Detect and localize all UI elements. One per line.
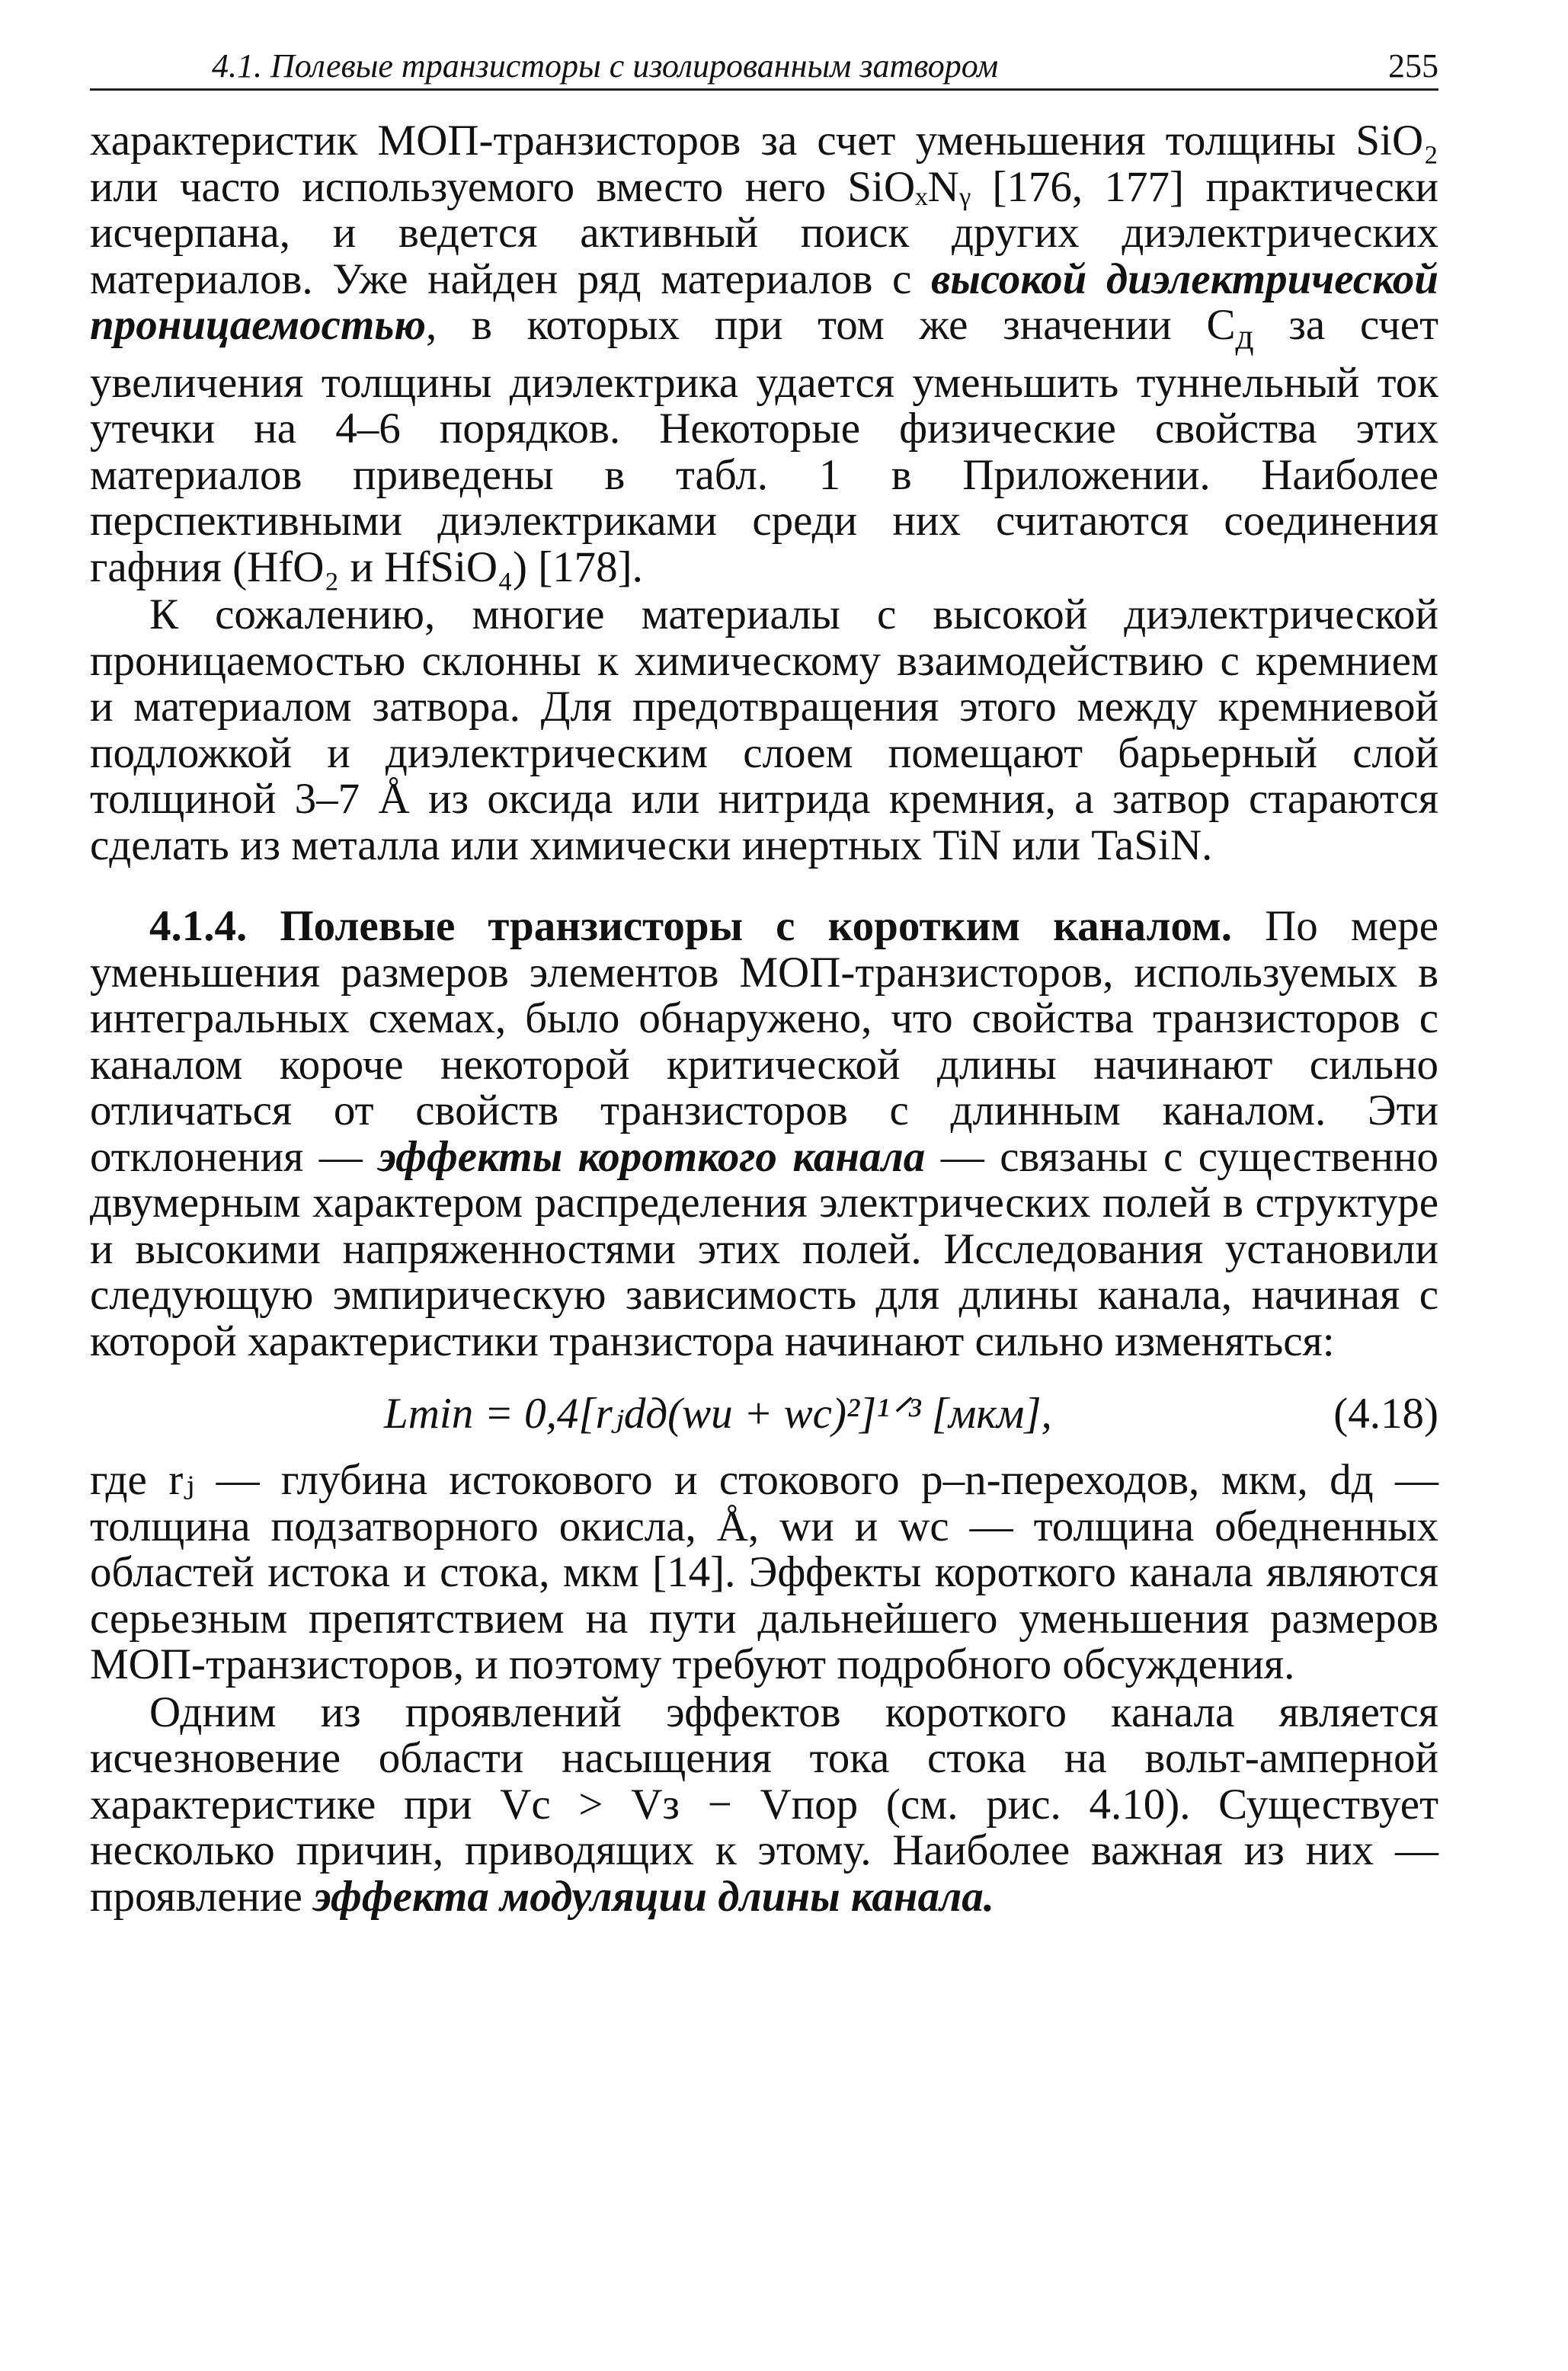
paragraph-5 [90,1690,1438,1921]
paragraph-2: К сожалению, многие материалы с высокой диэлектрической проницаемостью склонны к химическому взаимодействию с кремнием и материалом затвора. Для предотвращения этого между кремниевой подложкой и диэлектрическим слоем помещают барьерный слой толщиной 3–7 Å из оксида или нитрида кремния, а затвор стараются сделать из металла или химически инертных TiN или TaSiN. [90,590,1438,869]
running-header-title: 4.1. Полевые транзисторы с изолированным затвором [212,47,999,85]
paragraph-1-text-b: , в которых при том же значении C [425,301,1236,349]
formula-expression: Lmin = 0,4[rⱼdд(wи + wс)²]¹ᐟ³ [мкм], [384,1390,1052,1438]
paragraph-1-text-c: за счет увеличения толщины диэлектрика удается уменьшить туннельный ток утечки на 4–6 порядков. Некоторые физические свойства этих материалов приведены в табл. 1 в Приложении. Наиболее перспективными диэлектриками среди них считаются соединения гафния (HfO₂ и HfSiO₄) [178]. [90,301,1438,591]
running-header [90,44,1438,91]
term-short-channel-effects: эффекты короткого канала [378,1132,926,1181]
paragraph-4: где rⱼ — глубина истокового и стокового p–n-переходов, мкм, dд — толщина подзатворного окисла, Å, wи и wс — толщина обедненных областей истока и стока, мкм [14]. Эффекты короткого канала являются серьезным препятствием на пути дальнейшего уменьшения размеров МОП-транзисторов, и поэтому требуют подробного обсуждения. [90,1456,1438,1689]
paragraph-3-text-b: — связаны с существенно двумерным характером распределения электрических полей в структуре и высокими напряженностями этих полей. Исследования установили следующую эмпирическую зависимость для длины канала, начиная с которой характеристики транзистора начинают сильно изменяться: [90,1132,1438,1365]
section-heading: 4.1.4. Полевые транзисторы с коротким каналом. [149,902,1232,951]
formula-4-18 [90,1372,1438,1456]
formula-number: (4.18) [1333,1390,1438,1438]
paragraph-5-text-a: Одним из проявлений эффектов короткого канала является исчезновение области насыщения тока стока на вольт-амперной характеристике при Vс > Vз − Vпор (см. рис. 4.10). Существует несколько причин, приводящих к этому. Наиболее важная из них — проявление [90,1688,1438,1921]
paragraph-3 [90,904,1438,1365]
subscript-d: д [1235,317,1254,357]
paragraph-3-text-a: По мере уменьшения размеров элементов МОП-транзисторов, используемых в интегральных схемах, было обнаружено, что свойства транзисторов с каналом короче некоторой критической длины начинают сильно отличаться от свойств транзисторов с длинным каналом. Эти отклонения — [90,902,1438,1181]
term-high-k: высокой диэлектрической проницаемостью [90,254,1438,349]
term-channel-length-modulation: эффекта модуляции длины канала. [313,1872,994,1921]
book-page [90,44,1438,1920]
page-number: 255 [1388,47,1438,85]
paragraph-1 [90,118,1438,590]
body-text [90,118,1438,1920]
paragraph-1-text-a: характеристик МОП-транзисторов за счет уменьшения толщины SiO₂ или часто используемого вместо него SiOₓNᵧ [176, 177] практически исчерпана, и ведется активный поиск других диэлектрических материалов. Уже найден ряд материалов с [90,117,1438,303]
